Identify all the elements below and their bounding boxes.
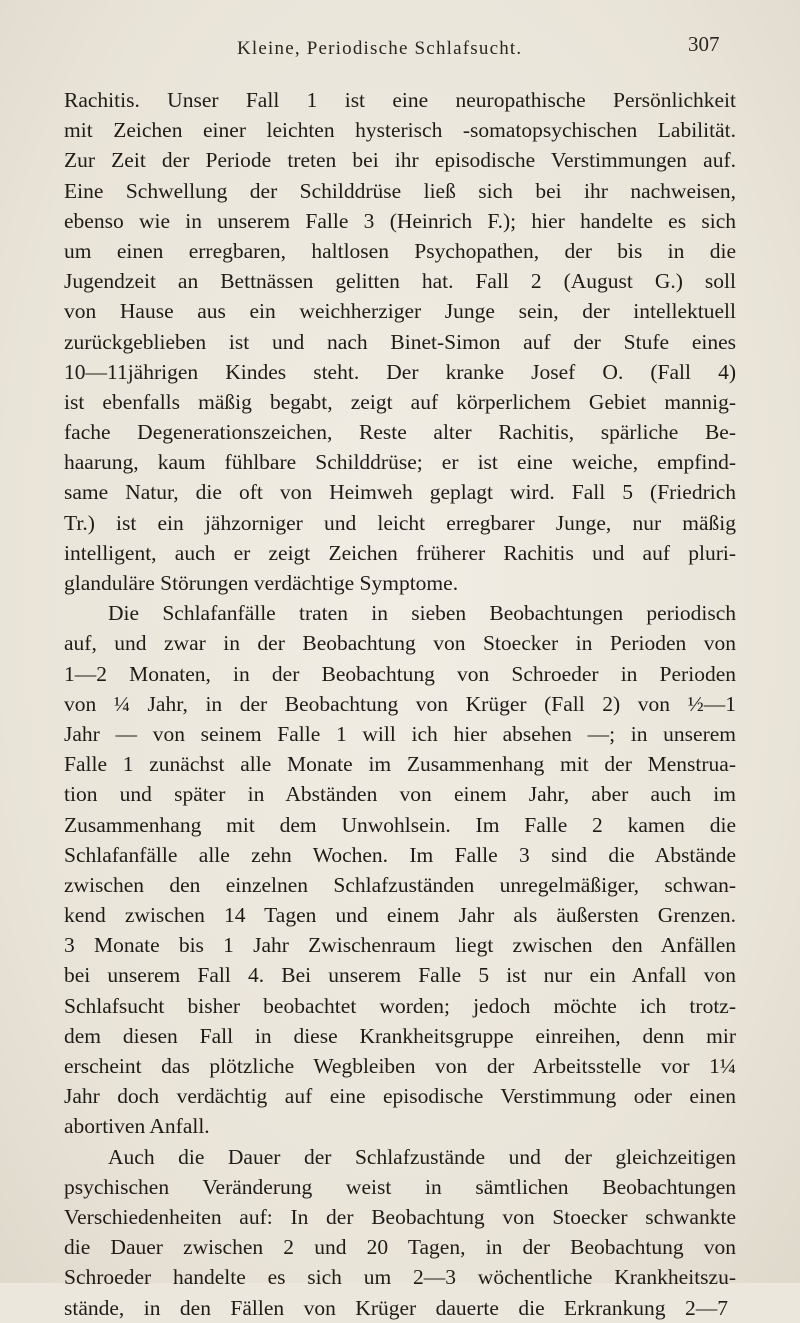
text-line: tion und später in Abständen von einem Jahr, aber auch im xyxy=(64,782,736,807)
text-line: bei unserem Fall 4. Bei unserem Falle 5 ist nur ein Anfall von xyxy=(64,963,736,988)
text-line: erscheint das plötzliche Wegbleiben von der Arbeitsstelle vor 1¼ xyxy=(64,1054,736,1078)
text-line: stände, in den Fällen von Krüger dauerte die Erkrankung 2—7 xyxy=(64,1295,728,1320)
text-line: dem diesen Fall in diese Krankheitsgruppe einreihen, denn mir xyxy=(64,1023,736,1048)
text-line: haarung, kaum fühlbare Schilddrüse; er ist eine weiche, empfind- xyxy=(64,450,736,475)
body-text xyxy=(64,85,736,1323)
text-line: 1—2 Monaten, in der Beobachtung von Schroeder in Perioden xyxy=(64,661,736,686)
text-line: Eine Schwellung der Schilddrüse ließ sich bei ihr nachweisen, xyxy=(64,178,736,203)
text-line: Schlafsucht bisher beobachtet worden; jedoch möchte ich trotz- xyxy=(64,993,736,1018)
paragraph-end-line: abortiven Anfall. xyxy=(64,1114,210,1139)
text-line: Zur Zeit der Periode treten bei ihr episodische Verstimmungen auf. xyxy=(64,148,736,173)
text-line: die Dauer zwischen 2 und 20 Tagen, in der Beobachtung von xyxy=(64,1235,736,1260)
running-title: Kleine, Periodische Schlafsucht. xyxy=(237,38,523,59)
paragraph-start-line: Auch die Dauer der Schlafzustände und der gleichzeitigen xyxy=(108,1144,736,1169)
text-line: Schlafanfälle alle zehn Wochen. Im Falle 3 sind die Abstände xyxy=(64,842,736,867)
paragraph-end-line: glanduläre Störungen verdächtige Symptome. xyxy=(64,571,459,595)
page-number: 307 xyxy=(688,32,720,56)
text-line: von ¼ Jahr, in der Beobachtung von Krüger (Fall 2) von ½—1 xyxy=(64,691,736,716)
text-line: von Hause aus ein weichherziger Junge sein, der intellektuell xyxy=(64,299,736,324)
text-line: intelligent, auch er zeigt Zeichen früherer Rachitis und auf pluri- xyxy=(64,540,736,565)
text-line: Zusammenhang mit dem Unwohlsein. Im Falle 2 kamen die xyxy=(64,812,736,837)
text-line: 10—11jährigen Kindes steht. Der kranke Josef O. (Fall 4) xyxy=(64,359,736,384)
text-line: fache Degenerationszeichen, Reste alter Rachitis, spärliche Be- xyxy=(64,420,736,445)
text-line: um einen erregbaren, haltlosen Psychopathen, der bis in die xyxy=(64,238,736,263)
text-line: Tr.) ist ein jähzorniger und leicht erregbarer Junge, nur mäßig xyxy=(64,510,736,535)
text-line: Falle 1 zunächst alle Monate im Zusammenhang mit der Menstrua- xyxy=(64,752,736,777)
text-line: Jahr doch verdächtig auf eine episodische Verstimmung oder einen xyxy=(64,1084,736,1109)
text-line: ebenso wie in unserem Falle 3 (Heinrich F.); hier handelte es sich xyxy=(64,208,736,233)
text-line: mit Zeichen einer leichten hysterisch -somatopsychischen Labilität. xyxy=(64,118,736,143)
paragraph-start-line: Die Schlafanfälle traten in sieben Beobachtungen periodisch xyxy=(108,601,736,626)
text-line: Rachitis. Unser Fall 1 ist eine neuropathische Persönlichkeit xyxy=(64,88,736,112)
text-line: Jugendzeit an Bettnässen gelitten hat. Fall 2 (August G.) soll xyxy=(64,269,736,294)
text-line: Jahr — von seinem Falle 1 will ich hier absehen —; in unserem xyxy=(64,721,736,746)
text-line: auf, und zwar in der Beobachtung von Stoecker in Perioden von xyxy=(64,631,736,656)
text-line: Schroeder handelte es sich um 2—3 wöchentliche Krankheitszu- xyxy=(64,1265,736,1290)
running-head xyxy=(0,30,800,64)
text-line: kend zwischen 14 Tagen und einem Jahr als äußersten Grenzen. xyxy=(64,903,736,928)
text-line: ist ebenfalls mäßig begabt, zeigt auf körperlichem Gebiet mannig- xyxy=(64,389,736,414)
text-line: zurückgeblieben ist und nach Binet-Simon auf der Stufe eines xyxy=(64,329,736,354)
text-line: psychischen Veränderung weist in sämtlichen Beobachtungen xyxy=(64,1174,736,1199)
text-line: same Natur, die oft von Heimweh geplagt wird. Fall 5 (Friedrich xyxy=(64,480,736,505)
text-line: Verschiedenheiten auf: In der Beobachtung von Stoecker schwankte xyxy=(64,1204,736,1229)
text-line: zwischen den einzelnen Schlafzuständen unregelmäßiger, schwan- xyxy=(64,872,736,897)
text-line: 3 Monate bis 1 Jahr Zwischenraum liegt zwischen den Anfällen xyxy=(64,933,736,958)
